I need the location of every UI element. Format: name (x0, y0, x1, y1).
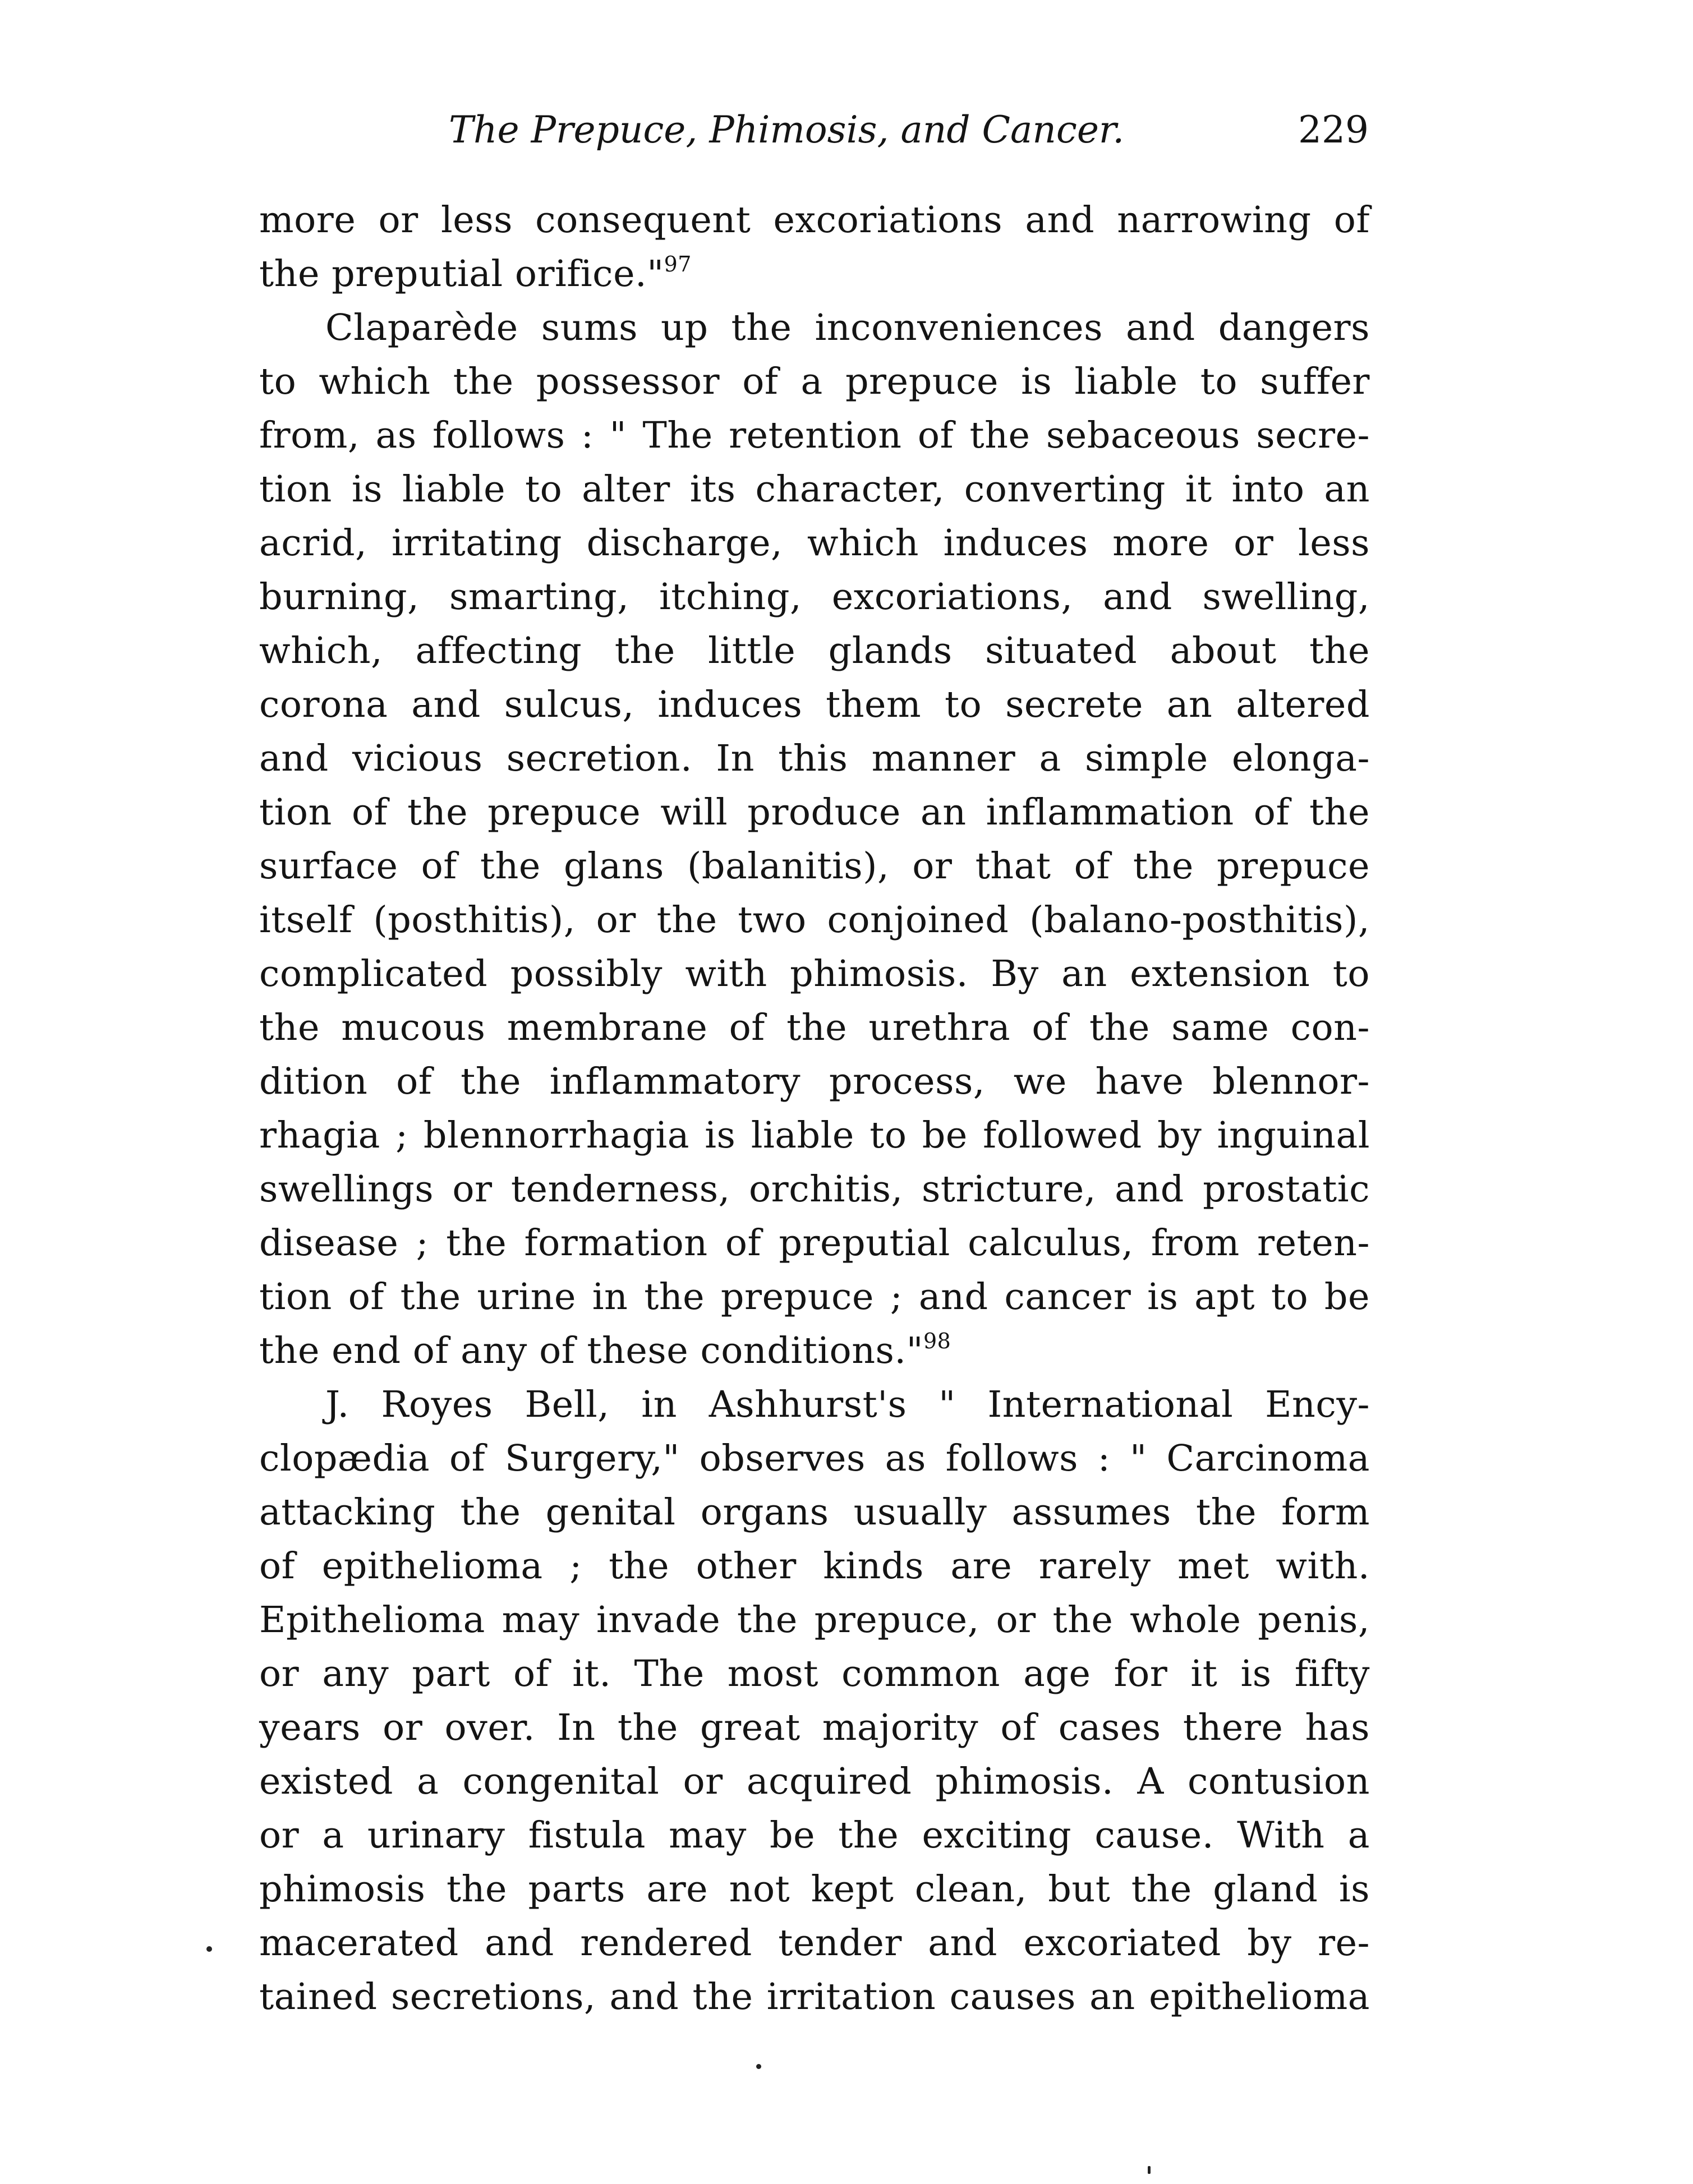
footnote-reference: 98 (923, 1329, 951, 1353)
print-speck (206, 1946, 212, 1952)
text-line: surface of the glans (balanitis), or that of the prepuce (259, 845, 1370, 887)
text-line: tion of the prepuce will produce an inflammation of the (259, 791, 1370, 833)
text-line: to which the possessor of a prepuce is liable to suffer (259, 361, 1370, 403)
paragraph-first-line: J. Royes Bell, in Ashhurst's " International Ency- (325, 1384, 1370, 1426)
text-line: the mucous membrane of the urethra of the same con- (259, 1007, 1370, 1049)
text-line: or a urinary fistula may be the exciting cause. With a (259, 1814, 1370, 1856)
text-line: macerated and rendered tender and excoriated by re- (259, 1922, 1370, 1964)
text-line: Epithelioma may invade the prepuce, or the whole penis, (259, 1599, 1370, 1641)
text-line: phimosis the parts are not kept clean, but the gland is (259, 1868, 1370, 1910)
text-line: years or over. In the great majority of cases there has (259, 1707, 1370, 1749)
text-line: rhagia ; blennorrhagia is liable to be followed by inguinal (259, 1114, 1370, 1156)
text-line: disease ; the formation of preputial calculus, from reten- (259, 1222, 1370, 1264)
text-line: dition of the inflammatory process, we have blennor- (259, 1061, 1370, 1103)
text-line: tion of the urine in the prepuce ; and cancer is apt to be (259, 1276, 1370, 1318)
print-speck (1148, 2166, 1151, 2174)
page-header (264, 102, 1369, 158)
text-line: which, affecting the little glands situated about the (259, 630, 1370, 672)
body-text (259, 193, 1370, 2024)
text-line: or any part of it. The most common age for it is fifty (259, 1653, 1370, 1695)
text-line: from, as follows : " The retention of the sebaceous secre- (259, 414, 1370, 457)
text-line: clopædia of Surgery," observes as follows : " Carcinoma (259, 1437, 1370, 1480)
footnote-reference: 97 (664, 252, 692, 277)
text-line: attacking the genital organs usually assumes the form (259, 1491, 1370, 1533)
text-line: more or less consequent excoriations and narrowing of (259, 199, 1370, 241)
page-number: 229 (1298, 108, 1369, 151)
running-title: The Prepuce, Phimosis, and Cancer. (449, 108, 1125, 151)
text-line: acrid, irritating discharge, which induces more or less (259, 522, 1370, 564)
text-line: itself (posthitis), or the two conjoined (balano-posthitis), (259, 899, 1370, 941)
text-line: swellings or tenderness, orchitis, stricture, and prostatic (259, 1168, 1370, 1210)
text-line: tion is liable to alter its character, converting it into an (259, 468, 1370, 510)
text-line: of epithelioma ; the other kinds are rarely met with. (259, 1545, 1370, 1587)
text-line: existed a congenital or acquired phimosis. A contusion (259, 1761, 1370, 1803)
print-speck (756, 2064, 761, 2069)
text-line-content: the end of any of these conditions." (259, 1330, 923, 1372)
text-line (259, 247, 1370, 301)
text-line: burning, smarting, itching, excoriations, and swelling, (259, 576, 1370, 618)
text-line: complicated possibly with phimosis. By an extension to (259, 953, 1370, 995)
text-line: corona and sulcus, induces them to secrete an altered (259, 684, 1370, 726)
paragraph-first-line: Claparède sums up the inconveniences and dangers (325, 307, 1370, 349)
text-line: tained secretions, and the irritation causes an epithelioma (259, 1976, 1370, 2018)
text-line: and vicious secretion. In this manner a simple elonga- (259, 738, 1370, 780)
text-line (259, 1324, 1370, 1378)
text-line-content: the preputial orifice." (259, 253, 664, 295)
